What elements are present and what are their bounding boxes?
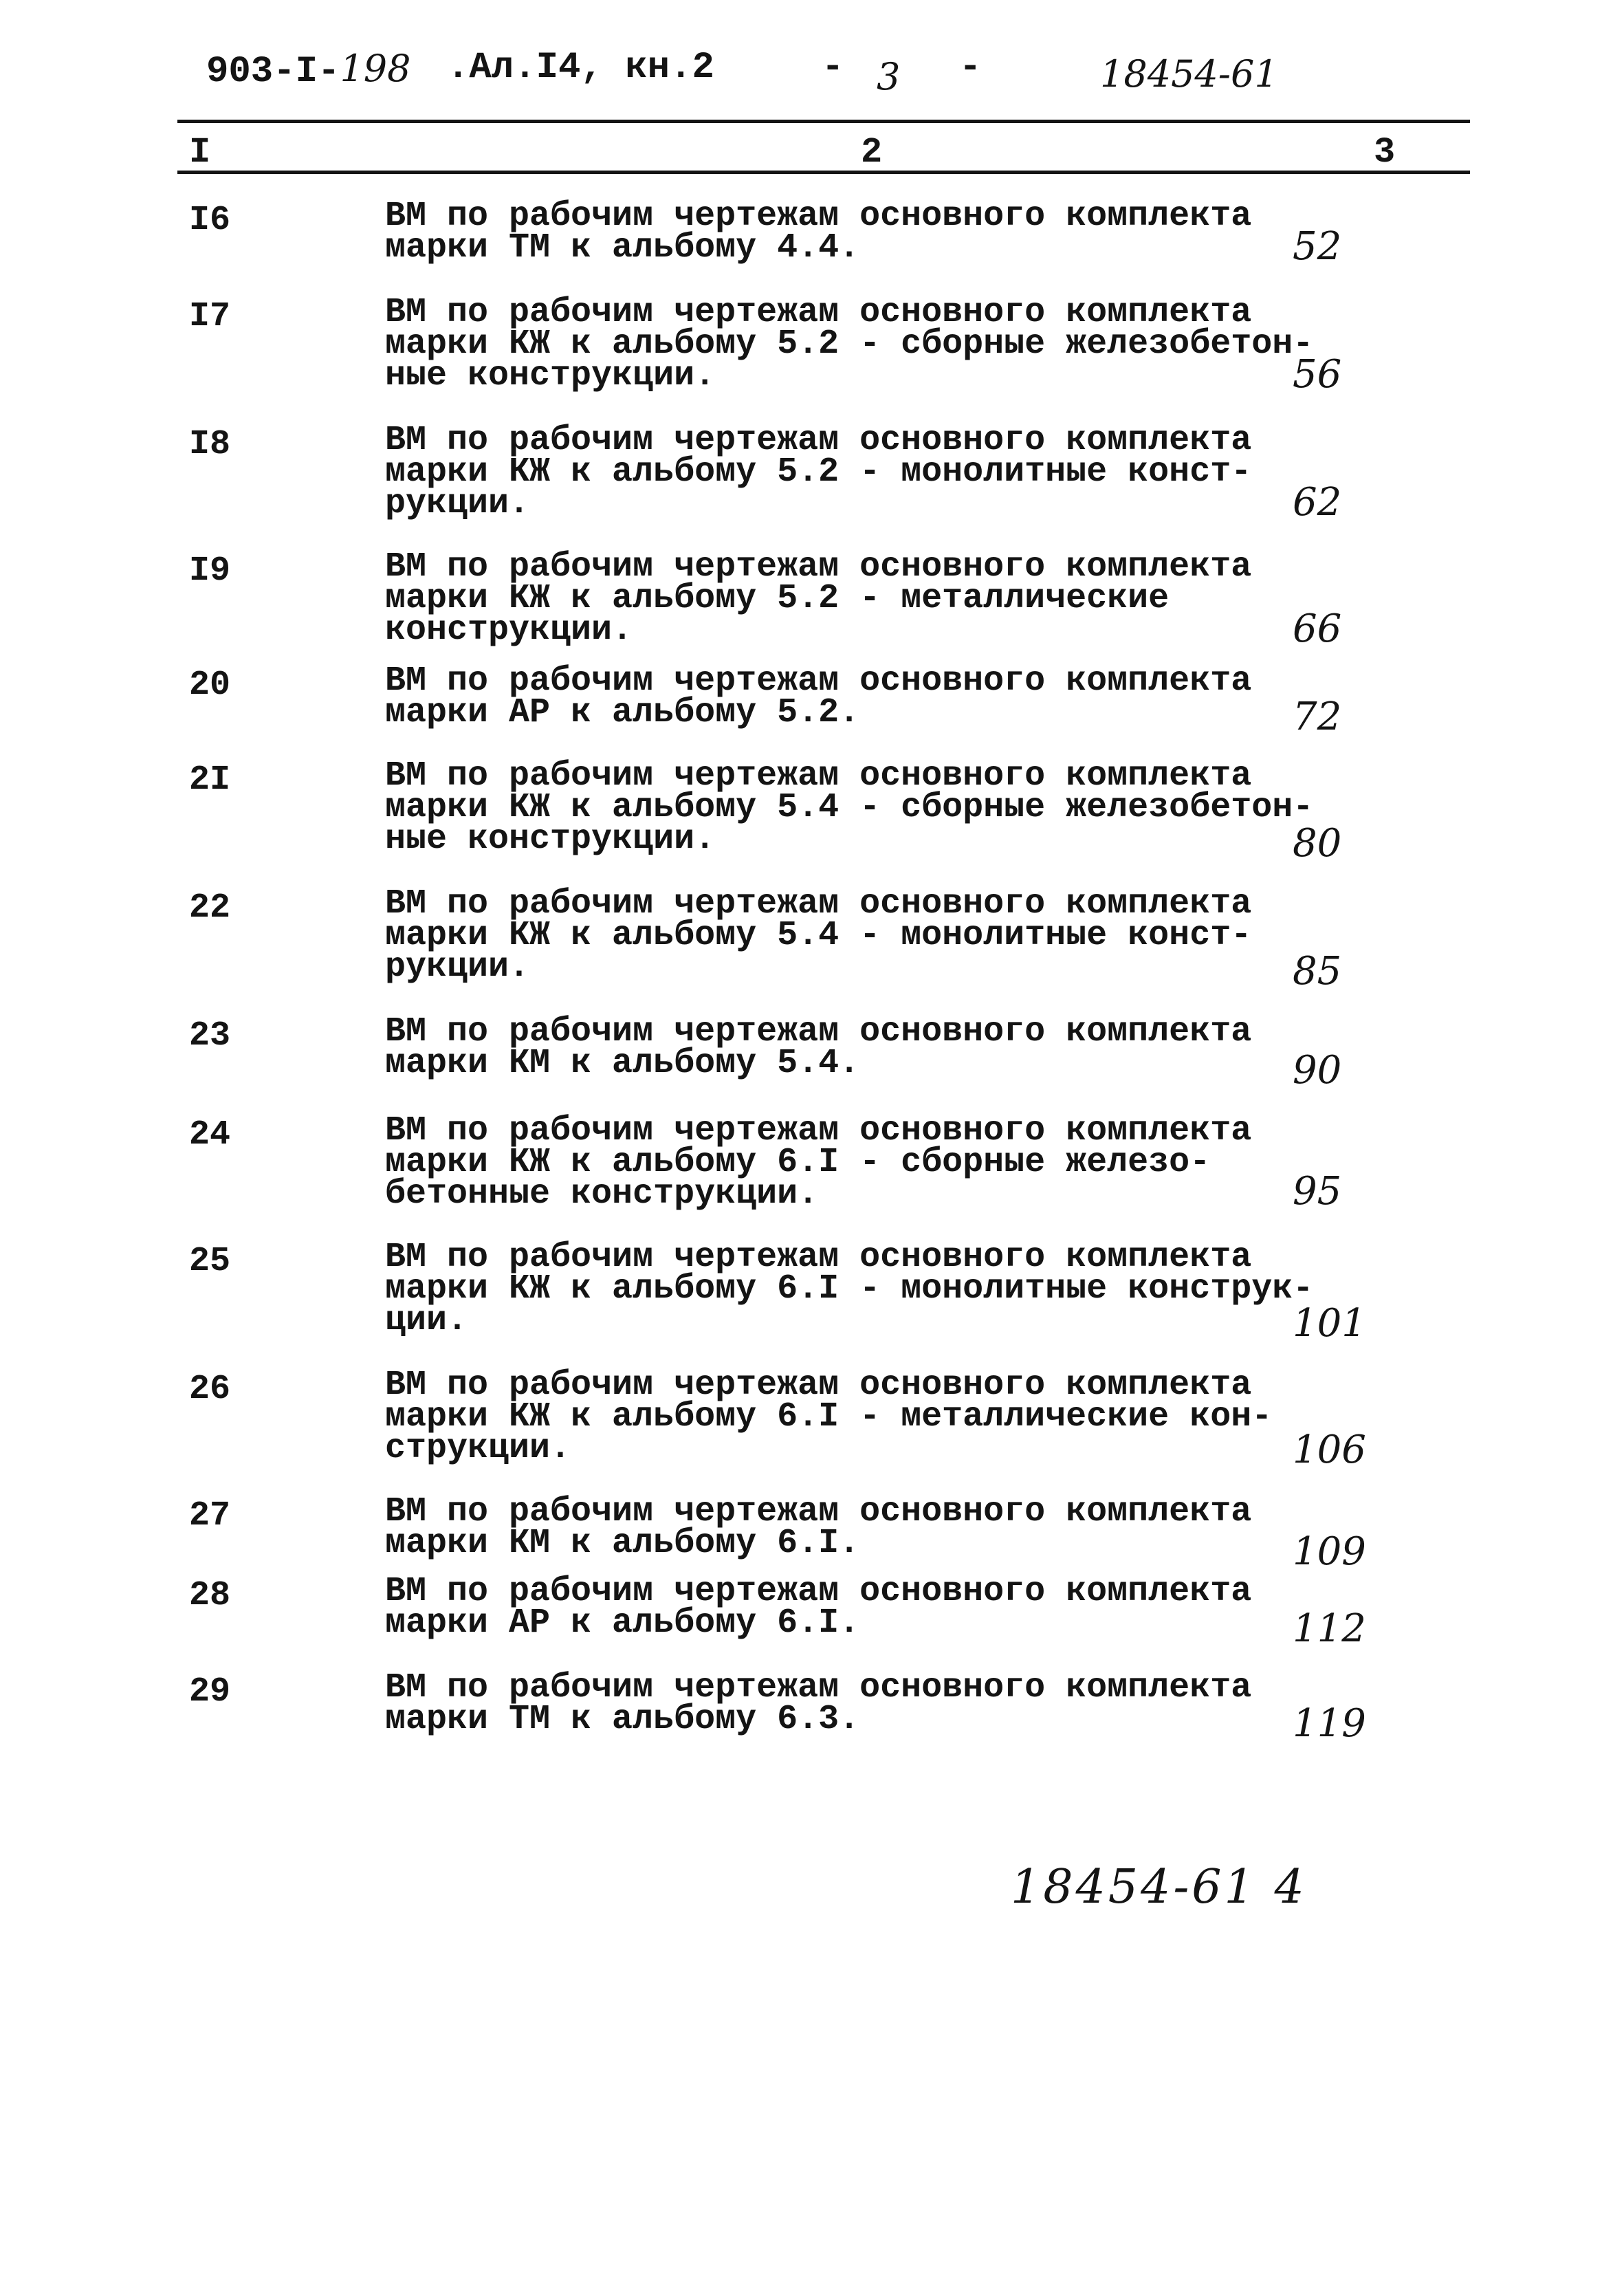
header-code <box>206 47 411 93</box>
row-page: 80 <box>1293 821 1342 866</box>
row-description: ВМ по рабочим чертежам основного комплекта марки КМ к альбому 5.4. <box>385 1012 1252 1083</box>
header-rule-top <box>177 120 1470 123</box>
row-number: 25 <box>189 1242 231 1281</box>
row-page: 112 <box>1293 1606 1366 1651</box>
header-code-handwritten: 198 <box>340 47 411 90</box>
row-page: 119 <box>1293 1701 1366 1746</box>
row-description: ВМ по рабочим чертежам основного комплекта марки КЖ к альбому 6.I - монолитные конструк- ции. <box>385 1238 1314 1340</box>
row-description: ВМ по рабочим чертежам основного комплекта марки КЖ к альбому 6.I - металлические кон- струкции. <box>385 1366 1273 1468</box>
column-heading-3: 3 <box>1374 132 1396 173</box>
row-number: I7 <box>189 297 231 336</box>
row-description: ВМ по рабочим чертежам основного комплекта марки КЖ к альбому 5.2 - монолитные конст- рукции. <box>385 421 1252 523</box>
header-dash-left: - <box>822 47 844 89</box>
row-number: 23 <box>189 1016 231 1056</box>
row-number: 28 <box>189 1576 231 1615</box>
row-page: 101 <box>1293 1301 1366 1346</box>
row-number: 22 <box>189 888 231 928</box>
header-album: .Ал.I4, кн.2 <box>447 47 714 89</box>
row-number: 20 <box>189 666 231 705</box>
row-number: 2I <box>189 761 231 800</box>
row-page: 106 <box>1293 1428 1366 1472</box>
row-description: ВМ по рабочим чертежам основного комплекта марки КЖ к альбому 5.2 - металлические конструкции. <box>385 547 1252 650</box>
column-heading-2: 2 <box>861 132 883 173</box>
row-description: ВМ по рабочим чертежам основного комплекта марки АР к альбому 5.2. <box>385 662 1252 732</box>
row-description: ВМ по рабочим чертежам основного комплекта марки ТМ к альбому 6.3. <box>385 1668 1252 1739</box>
row-page: 85 <box>1293 949 1342 994</box>
row-page: 62 <box>1293 480 1342 525</box>
header-code-prefix: 903-I- <box>206 51 340 93</box>
row-description: ВМ по рабочим чертежам основного комплекта марки АР к альбому 6.I. <box>385 1572 1252 1643</box>
row-description: ВМ по рабочим чертежам основного комплекта марки КЖ к альбому 5.4 - монолитные конст- рукции. <box>385 884 1252 987</box>
row-page: 90 <box>1293 1048 1342 1093</box>
row-number: I8 <box>189 425 231 464</box>
footer-doc-number: 18454-61 4 <box>1011 1860 1307 1914</box>
column-heading-1: I <box>189 132 211 173</box>
row-description: ВМ по рабочим чертежам основного комплекта марки КЖ к альбому 6.I - сборные железо- бетонные конструкции. <box>385 1111 1252 1214</box>
row-number: 26 <box>189 1370 231 1409</box>
row-page: 56 <box>1293 352 1342 397</box>
row-number: 29 <box>189 1672 231 1712</box>
row-page: 72 <box>1293 695 1342 739</box>
row-page: 52 <box>1293 224 1342 269</box>
row-description: ВМ по рабочим чертежам основного комплекта марки ТМ к альбому 4.4. <box>385 197 1252 267</box>
row-page: 109 <box>1293 1529 1366 1574</box>
row-number: 24 <box>189 1115 231 1155</box>
header-dash-right: - <box>959 47 982 89</box>
row-number: 27 <box>189 1496 231 1535</box>
row-number: I6 <box>189 201 231 240</box>
row-description: ВМ по рабочим чертежам основного комплекта марки КМ к альбому 6.I. <box>385 1492 1252 1563</box>
row-number: I9 <box>189 551 231 591</box>
row-description: ВМ по рабочим чертежам основного комплекта марки КЖ к альбому 5.2 - сборные железобетон- ные конструкции. <box>385 293 1314 395</box>
header-doc-number: 18454-61 <box>1100 52 1278 96</box>
header-rule-bottom <box>177 171 1470 174</box>
row-description: ВМ по рабочим чертежам основного комплекта марки КЖ к альбому 5.4 - сборные железобетон- ные конструкции. <box>385 756 1314 859</box>
row-page: 95 <box>1293 1169 1342 1214</box>
header-page-number: 3 <box>877 55 901 98</box>
row-page: 66 <box>1293 606 1342 651</box>
